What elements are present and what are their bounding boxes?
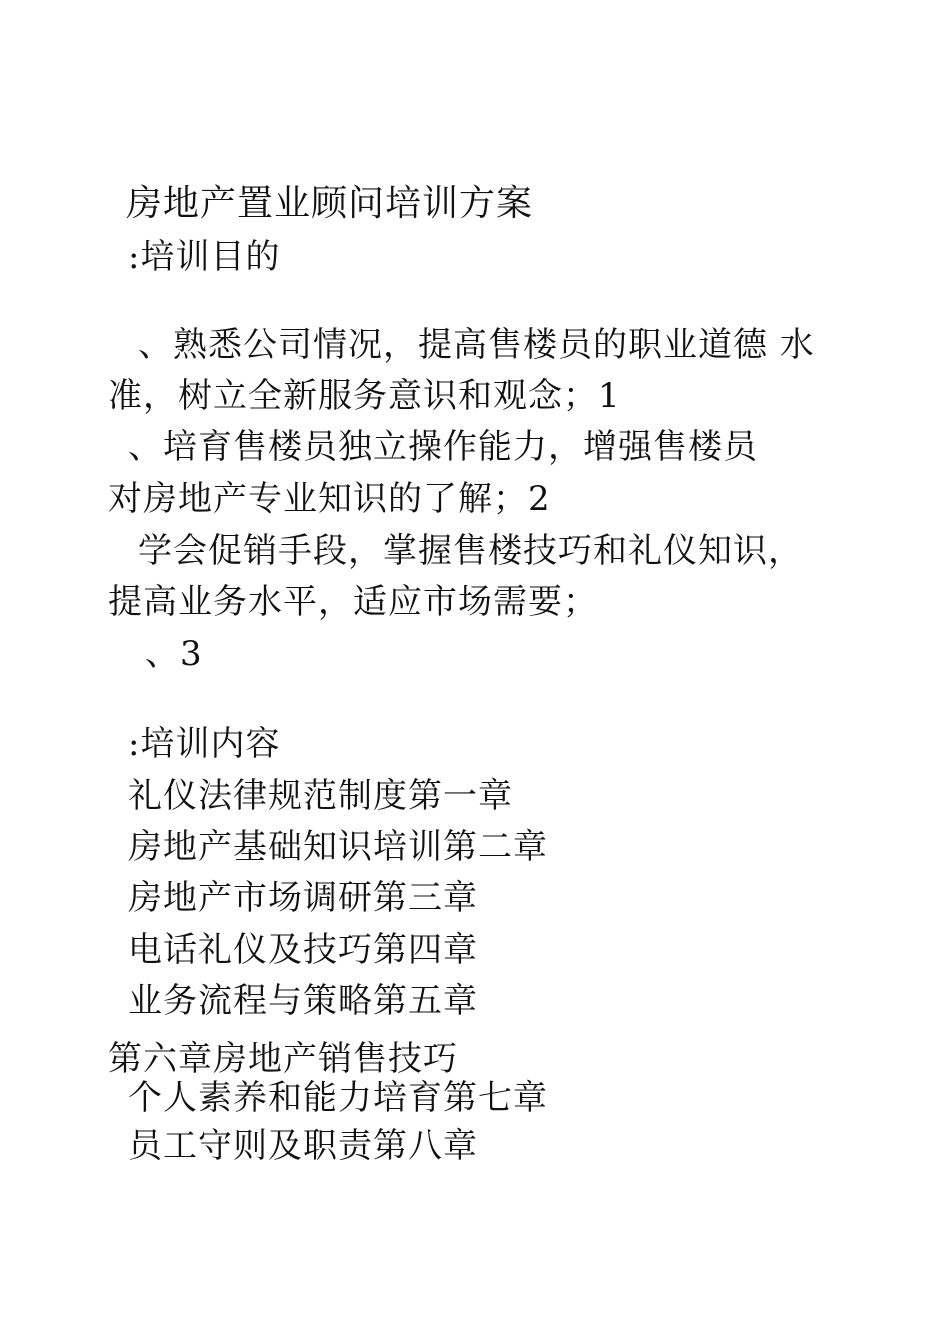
chapter-item: 业务流程与策略第五章: [128, 981, 478, 1021]
section-heading-goals: :培训目的: [128, 237, 281, 277]
chapter-item: 第六章房地产销售技巧: [108, 1039, 458, 1079]
chapter-item: 礼仪法律规范制度第一章: [128, 776, 513, 816]
goal-3-line-b: 提高业务水平，适应市场需要；: [108, 582, 598, 622]
document-title: 房地产置业顾问培训方案: [126, 183, 534, 224]
chapter-item: 房地产基础知识培训第二章: [128, 827, 548, 867]
chapter-item: 房地产市场调研第三章: [128, 878, 478, 918]
section-heading-content: :培训内容: [128, 724, 281, 764]
goal-3-number: 、3: [145, 634, 203, 674]
goal-1-line-b: 准，树立全新服务意识和观念；1: [108, 376, 621, 416]
goal-2-line-a: 、培育售楼员独立操作能力，增强售楼员: [128, 427, 758, 467]
goal-2-line-b: 对房地产专业知识的了解；2: [108, 479, 551, 519]
goal-3-line-a: 学会促销手段，掌握售楼技巧和礼仪知识，: [138, 531, 803, 571]
chapter-item: 员工守则及职责第八章: [128, 1126, 478, 1166]
chapter-item: 个人素养和能力培育第七章: [128, 1078, 548, 1118]
chapter-item: 电话礼仪及技巧第四章: [128, 930, 478, 970]
goal-1-line-a: 、熟悉公司情况，提高售楼员的职业道德 水: [138, 325, 815, 365]
